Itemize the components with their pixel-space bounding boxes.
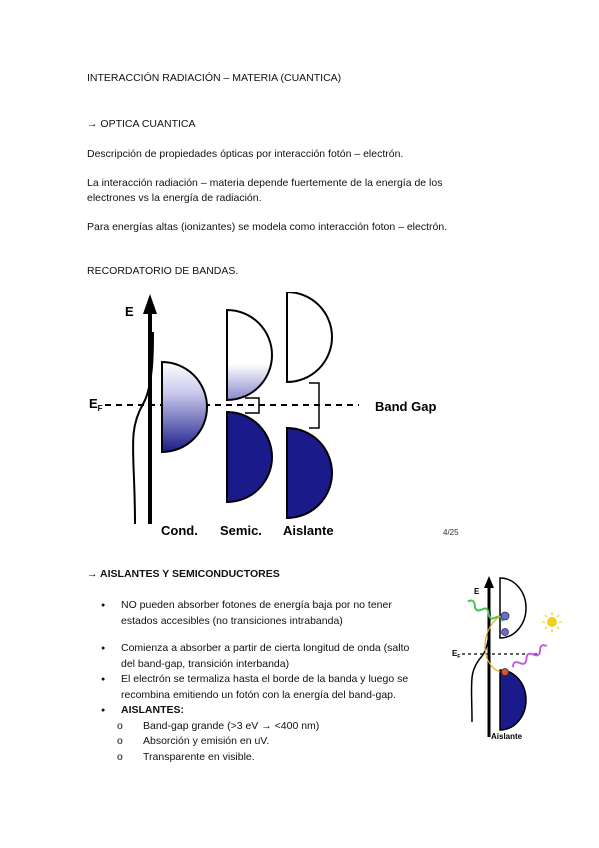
- list-item: [95, 703, 435, 765]
- list-item: [95, 598, 435, 629]
- small-valence-band: [500, 670, 526, 730]
- slide-number: 4/25: [443, 528, 459, 537]
- aislante-valence-band: [287, 428, 332, 518]
- arrow-icon: →: [87, 568, 98, 580]
- small-axis-arrowhead: [484, 576, 494, 588]
- optica-heading-text: OPTICA CUANTICA: [100, 118, 196, 130]
- paragraph-2-line1: La interacción radiación – materia depende fuertemente de la energía de los: [87, 177, 443, 189]
- fermi-level-label: $E_F$: [89, 396, 103, 413]
- electron-dot: [502, 629, 509, 636]
- small-energy-label: E: [474, 587, 480, 596]
- arrow-icon: →: [87, 118, 98, 130]
- sub-list-item: o Band-gap grande (>3 eV → <400 nm): [95, 719, 435, 735]
- bullet-1-line1: ● NO pueden absorber fotones de energía baja por no tener: [121, 599, 392, 611]
- sub-list-item: o Transparente en visible.: [95, 750, 435, 766]
- bandas-heading: RECORDATORIO DE BANDAS.: [87, 265, 239, 277]
- semiconductor-valence-band: [227, 412, 272, 502]
- electron-dot: [501, 612, 509, 620]
- semic-label: Semic.: [220, 523, 262, 538]
- cond-label: Cond.: [161, 523, 198, 538]
- band-gap-label: Band Gap: [375, 399, 437, 414]
- bullet-1-line2: estados accesibles (no transiciones intrabanda): [121, 614, 343, 627]
- sub-list-item: o Absorción y emisión en uV.: [95, 734, 435, 750]
- small-fermi-curve: [471, 612, 490, 722]
- energy-axis-label: E: [125, 304, 134, 319]
- bullet-3-line2: recombina emitiendo un fotón con la energía del band-gap.: [121, 688, 396, 701]
- bullet-2-line1: ● Comienza a absorber a partir de cierta longitud de onda (salto: [121, 642, 410, 654]
- bullet-4-heading: ● AISLANTES:: [121, 704, 184, 716]
- page-title: INTERACCIÓN RADIACIÓN – MATERIA (CUANTICA): [87, 72, 342, 84]
- conductor-band: [162, 362, 207, 452]
- band-diagram-figure: [87, 292, 467, 540]
- section-optica-heading: [87, 118, 196, 130]
- sun-icon: [547, 617, 557, 627]
- absorbed-photon-wave: [466, 599, 504, 624]
- paragraph-1: Descripción de propiedades ópticas por interacción fotón – electrón.: [87, 148, 404, 160]
- list-item: [95, 672, 435, 703]
- aislantes-heading-text: AISLANTES Y SEMICONDUCTORES: [100, 568, 280, 580]
- hole-dot: [502, 669, 509, 676]
- aislante-small-figure: [448, 572, 568, 744]
- aislantes-bullet-list: [95, 598, 435, 765]
- emitted-photon-wave: [511, 643, 548, 669]
- paragraph-2-line2: electrones vs la energía de radiación.: [87, 192, 262, 204]
- list-item: [95, 641, 435, 672]
- section-aislantes-heading: [87, 568, 280, 580]
- aislante-label: Aislante: [283, 523, 334, 538]
- paragraph-3: Para energías altas (ionizantes) se modela como interacción foton – electrón.: [87, 221, 448, 233]
- small-fermi-label: $E_F$: [452, 649, 461, 660]
- bullet-2-line2: del band-gap, transición interbanda): [121, 657, 290, 670]
- aislantes-sub-list: [121, 719, 435, 766]
- semiconductor-conduction-band: [227, 310, 272, 400]
- small-figure-caption: Aislante: [491, 732, 523, 741]
- energy-axis-arrowhead: [143, 294, 157, 314]
- aislante-conduction-band: [287, 292, 332, 382]
- bullet-3-line1: ● El electrón se termaliza hasta el borde de la banda y luego se: [121, 673, 409, 685]
